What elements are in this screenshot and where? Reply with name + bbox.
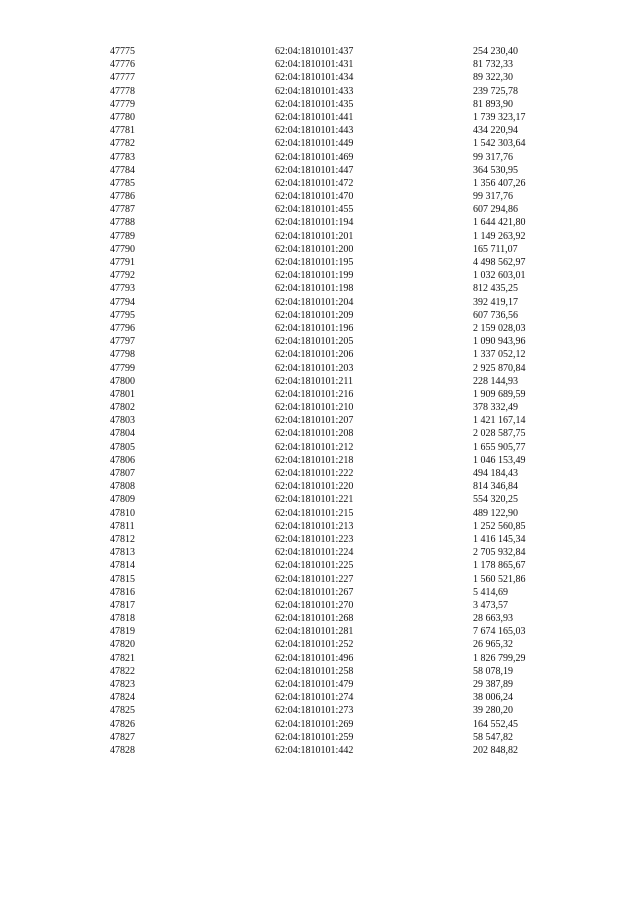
cadastral-number: 62:04:1810101:447 (275, 164, 354, 176)
table-row (0, 718, 640, 731)
row-number: 47775 (110, 46, 135, 57)
cadastral-number: 62:04:1810101:267 (275, 586, 354, 598)
row-number: 47792 (110, 270, 135, 282)
cadastral-number: 62:04:1810101:496 (275, 652, 354, 664)
cadastral-number: 62:04:1810101:210 (275, 402, 354, 414)
cadastral-value: 812 435,25 (473, 283, 518, 295)
cadastral-value: 1 416 145,34 (473, 533, 526, 545)
table-row (0, 269, 640, 282)
row-number: 47814 (110, 560, 135, 572)
cadastral-number: 62:04:1810101:455 (275, 204, 354, 216)
table-row (0, 573, 640, 586)
table-row (0, 177, 640, 190)
row-number: 47811 (110, 520, 135, 532)
table-row (0, 98, 640, 111)
table-row (0, 388, 640, 401)
cadastral-number: 62:04:1810101:205 (275, 336, 354, 348)
table-row (0, 665, 640, 678)
cadastral-number: 62:04:1810101:220 (275, 481, 354, 493)
table-row (0, 652, 640, 665)
cadastral-value: 1 178 865,67 (473, 560, 526, 572)
row-number: 47808 (110, 481, 135, 493)
table-row (0, 638, 640, 651)
cadastral-number: 62:04:1810101:252 (275, 639, 354, 651)
cadastral-number: 62:04:1810101:479 (275, 679, 354, 690)
cadastral-number: 62:04:1810101:442 (275, 744, 354, 756)
cadastral-value: 1 149 263,92 (473, 230, 526, 242)
table-row (0, 454, 640, 467)
cadastral-value: 164 552,45 (473, 718, 518, 730)
table-row (0, 520, 640, 533)
cadastral-value: 607 294,86 (473, 204, 518, 216)
cadastral-number: 62:04:1810101:259 (275, 731, 354, 743)
row-number: 47820 (110, 639, 135, 651)
cadastral-number: 62:04:1810101:441 (275, 111, 354, 123)
row-number: 47806 (110, 454, 135, 466)
cadastral-value: 378 332,49 (473, 402, 518, 414)
table-row (0, 85, 640, 98)
cadastral-number: 62:04:1810101:194 (275, 217, 354, 229)
row-number: 47800 (110, 375, 135, 387)
cadastral-value: 1 046 153,49 (473, 454, 526, 466)
cadastral-value: 364 530,95 (473, 164, 518, 176)
cadastral-number: 62:04:1810101:203 (275, 362, 354, 374)
table-row (0, 309, 640, 322)
cadastral-number: 62:04:1810101:215 (275, 507, 354, 519)
cadastral-value: 489 122,90 (473, 507, 518, 519)
cadastral-value: 1 655 905,77 (473, 441, 526, 453)
row-number: 47784 (110, 164, 135, 176)
row-number: 47785 (110, 177, 135, 189)
cadastral-value: 1 090 943,96 (473, 336, 526, 348)
cadastral-value: 1 644 421,80 (473, 217, 526, 229)
cadastral-value: 392 419,17 (473, 296, 518, 308)
row-number: 47795 (110, 309, 135, 321)
table-row (0, 296, 640, 309)
cadastral-value: 4 498 562,97 (473, 257, 526, 268)
table-row (0, 625, 640, 638)
row-number: 47782 (110, 138, 135, 150)
cadastral-value: 254 230,40 (473, 46, 518, 57)
cadastral-number: 62:04:1810101:270 (275, 599, 354, 611)
cadastral-value: 2 705 932,84 (473, 547, 526, 559)
cadastral-value: 58 547,82 (473, 731, 513, 743)
table-row (0, 348, 640, 361)
table-row (0, 164, 640, 177)
cadastral-value: 38 006,24 (473, 692, 513, 704)
table-row (0, 124, 640, 137)
row-number: 47786 (110, 191, 135, 203)
cadastral-number: 62:04:1810101:273 (275, 705, 354, 717)
row-number: 47828 (110, 744, 135, 756)
table-row (0, 190, 640, 203)
cadastral-number: 62:04:1810101:221 (275, 494, 354, 506)
table-row (0, 335, 640, 348)
row-number: 47827 (110, 731, 135, 743)
cadastral-value: 81 732,33 (473, 59, 513, 71)
row-number: 47802 (110, 402, 135, 414)
cadastral-number: 62:04:1810101:195 (275, 257, 354, 268)
table-row (0, 414, 640, 427)
cadastral-number: 62:04:1810101:434 (275, 72, 354, 84)
table-row (0, 480, 640, 493)
table-row (0, 507, 640, 520)
cadastral-number: 62:04:1810101:470 (275, 191, 354, 203)
cadastral-value: 3 473,57 (473, 599, 508, 611)
cadastral-value: 1 337 052,12 (473, 349, 526, 361)
cadastral-value: 2 159 028,03 (473, 322, 526, 334)
cadastral-number: 62:04:1810101:212 (275, 441, 354, 453)
cadastral-value: 81 893,90 (473, 98, 513, 110)
cadastral-number: 62:04:1810101:274 (275, 692, 354, 704)
cadastral-value: 1 356 407,26 (473, 177, 526, 189)
cadastral-value: 28 663,93 (473, 613, 513, 625)
row-number: 47825 (110, 705, 135, 717)
table-row (0, 111, 640, 124)
cadastral-number: 62:04:1810101:449 (275, 138, 354, 150)
table-row (0, 731, 640, 744)
row-number: 47783 (110, 151, 135, 163)
cadastral-number: 62:04:1810101:207 (275, 415, 354, 427)
table-row (0, 256, 640, 269)
table-row (0, 58, 640, 71)
cadastral-number: 62:04:1810101:208 (275, 428, 354, 440)
row-number: 47796 (110, 322, 135, 334)
cadastral-number: 62:04:1810101:206 (275, 349, 354, 361)
row-number: 47824 (110, 692, 135, 704)
table-row (0, 744, 640, 757)
cadastral-number: 62:04:1810101:469 (275, 151, 354, 163)
cadastral-value: 1 739 323,17 (473, 111, 526, 123)
table-row (0, 375, 640, 388)
table-row (0, 45, 640, 58)
cadastral-number: 62:04:1810101:433 (275, 85, 354, 97)
table-row (0, 151, 640, 164)
cadastral-value: 2 925 870,84 (473, 362, 526, 374)
cadastral-number: 62:04:1810101:431 (275, 59, 354, 71)
cadastral-number: 62:04:1810101:198 (275, 283, 354, 295)
table-row (0, 282, 640, 295)
row-number: 47789 (110, 230, 135, 242)
row-number: 47826 (110, 718, 135, 730)
cadastral-number: 62:04:1810101:196 (275, 322, 354, 334)
cadastral-value: 1 909 689,59 (473, 388, 526, 400)
table-row (0, 441, 640, 454)
cadastral-number: 62:04:1810101:201 (275, 230, 354, 242)
cadastral-number: 62:04:1810101:281 (275, 626, 354, 638)
cadastral-number: 62:04:1810101:258 (275, 665, 354, 677)
cadastral-value: 89 322,30 (473, 72, 513, 84)
row-number: 47776 (110, 59, 135, 71)
cadastral-value: 554 320,25 (473, 494, 518, 506)
cadastral-number: 62:04:1810101:225 (275, 560, 354, 572)
table-row (0, 216, 640, 229)
row-number: 47793 (110, 283, 135, 295)
cadastral-number: 62:04:1810101:268 (275, 613, 354, 625)
cadastral-value: 29 387,89 (473, 679, 513, 690)
cadastral-value: 2 028 587,75 (473, 428, 526, 440)
cadastral-number: 62:04:1810101:223 (275, 533, 354, 545)
row-number: 47810 (110, 507, 135, 519)
cadastral-number: 62:04:1810101:222 (275, 468, 354, 479)
table-row (0, 546, 640, 559)
table-row (0, 137, 640, 150)
row-number: 47799 (110, 362, 135, 374)
table-row (0, 203, 640, 216)
table-row (0, 678, 640, 691)
row-number: 47818 (110, 613, 135, 625)
row-number: 47790 (110, 243, 135, 255)
cadastral-number: 62:04:1810101:211 (275, 375, 353, 387)
row-number: 47816 (110, 586, 135, 598)
cadastral-value: 1 032 603,01 (473, 270, 526, 282)
cadastral-value: 58 078,19 (473, 665, 513, 677)
cadastral-value: 1 560 521,86 (473, 573, 526, 585)
cadastral-number: 62:04:1810101:443 (275, 125, 354, 137)
table-row (0, 362, 640, 375)
table-row (0, 243, 640, 256)
row-number: 47821 (110, 652, 135, 664)
row-number: 47794 (110, 296, 135, 308)
row-number: 47803 (110, 415, 135, 427)
table-row (0, 230, 640, 243)
row-number: 47798 (110, 349, 135, 361)
cadastral-value: 202 848,82 (473, 744, 518, 756)
table-row (0, 493, 640, 506)
cadastral-number: 62:04:1810101:209 (275, 309, 354, 321)
cadastral-value: 607 736,56 (473, 309, 518, 321)
cadastral-value: 814 346,84 (473, 481, 518, 493)
table-row (0, 586, 640, 599)
table-row (0, 559, 640, 572)
cadastral-value: 228 144,93 (473, 375, 518, 387)
row-number: 47791 (110, 257, 135, 268)
row-number: 47823 (110, 679, 135, 690)
cadastral-table (0, 45, 640, 757)
row-number: 47807 (110, 468, 135, 479)
row-number: 47813 (110, 547, 135, 559)
row-number: 47805 (110, 441, 135, 453)
row-number: 47809 (110, 494, 135, 506)
cadastral-number: 62:04:1810101:269 (275, 718, 354, 730)
row-number: 47819 (110, 626, 135, 638)
cadastral-value: 1 542 303,64 (473, 138, 526, 150)
row-number: 47787 (110, 204, 135, 216)
row-number: 47817 (110, 599, 135, 611)
row-number: 47804 (110, 428, 135, 440)
row-number: 47801 (110, 388, 135, 400)
cadastral-value: 239 725,78 (473, 85, 518, 97)
row-number: 47779 (110, 98, 135, 110)
cadastral-value: 494 184,43 (473, 468, 518, 479)
cadastral-number: 62:04:1810101:200 (275, 243, 354, 255)
cadastral-value: 165 711,07 (473, 243, 518, 255)
table-row (0, 427, 640, 440)
cadastral-value: 434 220,94 (473, 125, 518, 137)
cadastral-value: 7 674 165,03 (473, 626, 526, 638)
row-number: 47812 (110, 533, 135, 545)
cadastral-value: 39 280,20 (473, 705, 513, 717)
row-number: 47780 (110, 111, 135, 123)
cadastral-number: 62:04:1810101:224 (275, 547, 354, 559)
cadastral-number: 62:04:1810101:472 (275, 177, 354, 189)
table-row (0, 467, 640, 480)
cadastral-number: 62:04:1810101:435 (275, 98, 354, 110)
row-number: 47788 (110, 217, 135, 229)
cadastral-number: 62:04:1810101:199 (275, 270, 354, 282)
cadastral-number: 62:04:1810101:213 (275, 520, 354, 532)
cadastral-value: 1 826 799,29 (473, 652, 526, 664)
table-row (0, 599, 640, 612)
table-row (0, 71, 640, 84)
row-number: 47822 (110, 665, 135, 677)
row-number: 47781 (110, 125, 135, 137)
row-number: 47815 (110, 573, 135, 585)
row-number: 47778 (110, 85, 135, 97)
cadastral-value: 99 317,76 (473, 191, 513, 203)
cadastral-number: 62:04:1810101:216 (275, 388, 354, 400)
table-row (0, 612, 640, 625)
table-row (0, 704, 640, 717)
cadastral-value: 99 317,76 (473, 151, 513, 163)
cadastral-value: 1 421 167,14 (473, 415, 526, 427)
row-number: 47797 (110, 336, 135, 348)
table-row (0, 533, 640, 546)
cadastral-number: 62:04:1810101:227 (275, 573, 354, 585)
table-row (0, 322, 640, 335)
cadastral-value: 5 414,69 (473, 586, 508, 598)
table-row (0, 401, 640, 414)
cadastral-number: 62:04:1810101:437 (275, 46, 354, 57)
cadastral-number: 62:04:1810101:218 (275, 454, 354, 466)
table-row (0, 691, 640, 704)
row-number: 47777 (110, 72, 135, 84)
cadastral-number: 62:04:1810101:204 (275, 296, 354, 308)
cadastral-value: 26 965,32 (473, 639, 513, 651)
cadastral-value: 1 252 560,85 (473, 520, 526, 532)
